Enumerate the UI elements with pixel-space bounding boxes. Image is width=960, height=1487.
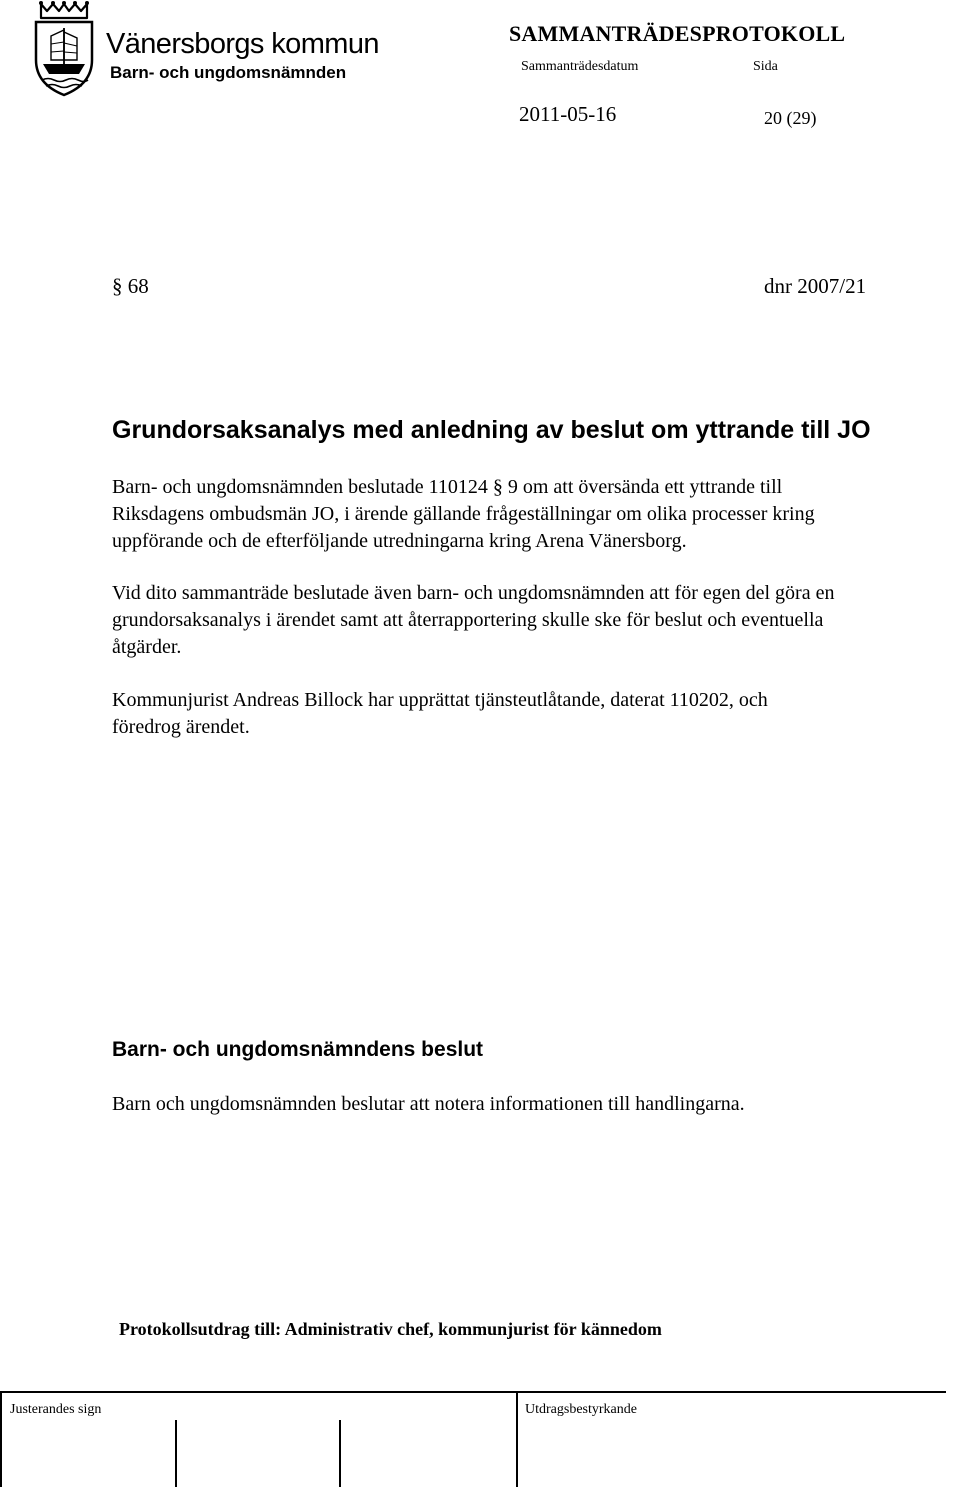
meeting-date-label: Sammanträdesdatum bbox=[521, 59, 639, 74]
registration-number: dnr 2007/21 bbox=[764, 274, 867, 298]
organization-name: Vänersborgs kommun bbox=[106, 28, 379, 60]
paragraph-background bbox=[112, 474, 960, 555]
page-number: 20 (29) bbox=[764, 108, 817, 128]
paragraph-line: Riksdagens ombudsmän JO, i ärende gällande frågeställningar om olika processer kring bbox=[112, 503, 815, 525]
decision-heading: Barn- och ungdomsnämndens beslut bbox=[112, 1038, 484, 1061]
decision-text: Barn och ungdomsnämnden beslutar att notera informationen till handlingarna. bbox=[112, 1093, 745, 1115]
footer-center-divider bbox=[516, 1393, 518, 1487]
coat-of-arms-icon bbox=[33, 0, 95, 98]
paragraph-presentation bbox=[112, 687, 960, 741]
signature-box-divider bbox=[175, 1420, 177, 1487]
paragraph-line: Barn- och ungdomsnämnden beslutade 110124 § 9 om att översända ett yttrande till bbox=[112, 476, 783, 498]
paragraph-line: föredrog ärendet. bbox=[112, 716, 250, 738]
certification-label: Utdragsbestyrkande bbox=[525, 1402, 637, 1417]
page-label: Sida bbox=[753, 59, 778, 74]
paragraph-decision-analysis bbox=[112, 580, 960, 661]
paragraph-line: Kommunjurist Andreas Billock har upprättat tjänsteutlåtande, daterat 110202, och bbox=[112, 689, 768, 711]
section-number: § 68 bbox=[112, 274, 149, 298]
organization-unit: Barn- och ungdomsnämnden bbox=[110, 63, 347, 82]
footer-left-border bbox=[0, 1393, 2, 1487]
paragraph-line: åtgärder. bbox=[112, 636, 182, 658]
signature-label: Justerandes sign bbox=[10, 1402, 102, 1417]
distribution-list: Protokollsutdrag till: Administrativ chef, kommunjurist för kännedom bbox=[119, 1319, 662, 1339]
paragraph-line: Vid dito sammanträde beslutade även barn- och ungdomsnämnden att för egen del göra en bbox=[112, 582, 835, 604]
signature-box-divider bbox=[339, 1420, 341, 1487]
paragraph-line: uppförande och de efterföljande utredningarna kring Arena Vänersborg. bbox=[112, 530, 687, 552]
paragraph-line: grundorsaksanalys i ärendet samt att återrapportering skulle ske för beslut och eventuella bbox=[112, 609, 824, 631]
document-type: SAMMANTRÄDESPROTOKOLL bbox=[509, 21, 846, 46]
municipality-coat-of-arms-logo bbox=[33, 0, 95, 98]
item-title: Grundorsaksanalys med anledning av beslut om yttrande till JO bbox=[112, 416, 871, 444]
footer-top-rule bbox=[0, 1391, 946, 1393]
meeting-date: 2011-05-16 bbox=[519, 102, 617, 126]
